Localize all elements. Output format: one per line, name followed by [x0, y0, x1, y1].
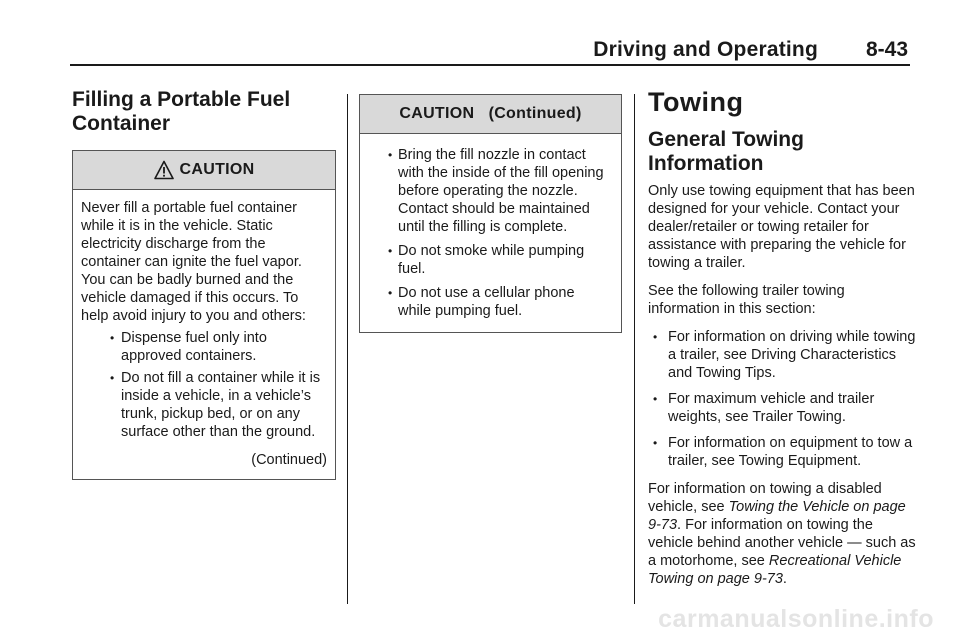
- cross-reference-recreational-towing[interactable]: Recreational Vehicle Towing on page 9-73: [648, 553, 902, 587]
- caution-continued-box: [359, 94, 622, 333]
- list-item-text: For information on driving while towing a trailer, see Driving Characteristics and Towing Tips.: [668, 329, 916, 381]
- caution-box: [72, 150, 336, 480]
- page-header: [70, 36, 910, 66]
- continued-note: (Continued): [251, 452, 327, 468]
- bullet-icon: •: [388, 244, 393, 258]
- column-1: [72, 88, 336, 480]
- caution-continued-title: CAUTION (Continued): [399, 105, 582, 122]
- section-title-towing: Towing: [648, 87, 744, 117]
- bullet-icon: •: [653, 330, 658, 344]
- text-run: For information on towing a disabled vehicle, see: [648, 481, 882, 515]
- chapter-title: Driving and Operating: [593, 38, 818, 61]
- list-item: [368, 242, 611, 278]
- column-divider-2: [634, 94, 635, 604]
- cross-reference-towing-vehicle[interactable]: Towing the Vehicle on page 9-73: [648, 499, 906, 533]
- column-2: [359, 94, 622, 333]
- bullet-icon: •: [110, 331, 115, 345]
- watermark-logo: carmanualsonline.info: [658, 605, 934, 633]
- bullet-icon: •: [653, 392, 658, 406]
- column-divider-1: [347, 94, 348, 604]
- list-item-text: For maximum vehicle and trailer weights, see Trailer Towing.: [668, 391, 875, 425]
- list-item-text: Do not smoke while pumping fuel.: [398, 243, 585, 277]
- text-run: .: [782, 571, 787, 587]
- caution-header: [73, 151, 335, 190]
- bullet-icon: •: [653, 436, 658, 450]
- subsection-title-general-towing: General Towing Information: [648, 128, 804, 175]
- paragraph-see-following: See the following trailer towing information in this section:: [648, 283, 845, 317]
- caution-body: [73, 190, 335, 479]
- paragraph-disabled-vehicle: [648, 480, 916, 588]
- bullet-icon: •: [110, 371, 115, 385]
- caution-continued-list: [368, 146, 611, 320]
- list-item: [81, 369, 327, 441]
- paragraph-equipment: Only use towing equipment that has been designed for your vehicle. Contact your dealer/retailer or towing retailer for assistance with preparing the vehicle for towing a trailer.: [648, 183, 915, 271]
- towing-info-list: [648, 328, 916, 470]
- column-3: [648, 86, 916, 598]
- caution-title: CAUTION: [179, 161, 255, 178]
- bullet-icon: •: [388, 286, 393, 300]
- section-heading-fuel-container: Filling a Portable Fuel Container: [72, 88, 291, 135]
- text-run: . For information on towing the vehicle behind another vehicle — such as a motorhome, see: [648, 517, 916, 569]
- list-item: [368, 284, 611, 320]
- caution-continued-header: [360, 95, 621, 134]
- list-item: [648, 434, 916, 470]
- list-item: [368, 146, 611, 236]
- list-item-text: Bring the fill nozzle in contact with the inside of the fill opening before operating the nozzle. Contact should be maintained until the filling is complete.: [398, 147, 604, 235]
- bullet-icon: •: [388, 148, 393, 162]
- list-item-text: Dispense fuel only into approved containers.: [121, 330, 267, 364]
- list-item-text: For information on equipment to tow a trailer, see Towing Equipment.: [668, 435, 913, 469]
- list-item: [648, 390, 916, 426]
- warning-triangle-icon: [154, 160, 174, 180]
- caution-list: [81, 329, 327, 441]
- caution-intro: Never fill a portable fuel container while it is in the vehicle. Static electricity discharge from the container can ignite the fuel vapor. You can be badly burned and the vehicle damaged if this occurs. To help avoid injury to you and others:: [81, 200, 306, 324]
- list-item-text: Do not use a cellular phone while pumping fuel.: [398, 285, 575, 319]
- caution-continued-body: [360, 134, 621, 332]
- list-item-text: Do not fill a container while it is inside a vehicle, in a vehicle’s trunk, pickup bed, or on any surface other than the ground.: [121, 370, 321, 440]
- page-number: 8-43: [865, 38, 908, 61]
- list-item: [81, 329, 327, 365]
- list-item: [648, 328, 916, 382]
